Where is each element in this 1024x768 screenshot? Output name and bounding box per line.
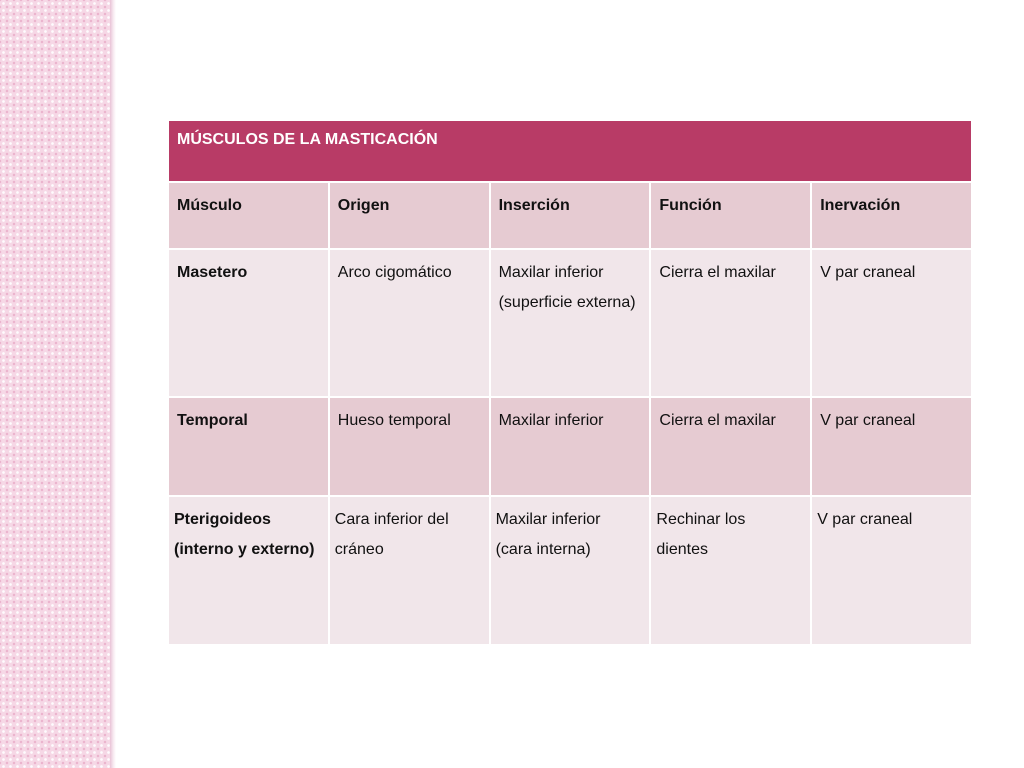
cell-text: Rechinar los bbox=[656, 511, 746, 528]
header-inervacion: Inervación bbox=[812, 183, 971, 248]
cell-text: V par craneal bbox=[817, 511, 913, 528]
cell-origen bbox=[330, 250, 489, 396]
cell-text: Temporal bbox=[177, 412, 248, 429]
cell-text: V par craneal bbox=[820, 264, 916, 281]
cell-inervacion bbox=[812, 250, 971, 396]
cell-insercion bbox=[491, 398, 650, 495]
header-origen: Origen bbox=[330, 183, 489, 248]
table-row bbox=[169, 398, 971, 495]
cell-text: Cara inferior del bbox=[334, 511, 449, 528]
cell-text: Cierra el maxilar bbox=[659, 264, 776, 281]
cell-funcion bbox=[651, 398, 810, 495]
cell-text: Arco cigomático bbox=[337, 264, 452, 281]
cell-text: (cara interna) bbox=[495, 541, 591, 558]
cell-origen bbox=[330, 497, 489, 644]
cell-text: V par craneal bbox=[820, 412, 916, 429]
cell-text: Maxilar inferior bbox=[498, 412, 604, 429]
cell-funcion bbox=[651, 250, 810, 396]
table-title: MÚSCULOS DE LA MASTICACIÓN bbox=[169, 121, 971, 181]
cell-text: Masetero bbox=[177, 264, 248, 281]
cell-musculo bbox=[169, 250, 328, 396]
cell-text: dientes bbox=[656, 541, 708, 558]
header-musculo: Músculo bbox=[169, 183, 328, 248]
cell-insercion bbox=[491, 497, 650, 644]
cell-text: Cierra el maxilar bbox=[659, 412, 776, 429]
cell-text: (interno y externo) bbox=[174, 541, 315, 558]
table-row bbox=[169, 497, 971, 644]
header-row bbox=[169, 183, 971, 248]
decorative-side-edge bbox=[110, 0, 116, 768]
decorative-side-pattern bbox=[0, 0, 112, 768]
cell-origen bbox=[330, 398, 489, 495]
cell-text: Hueso temporal bbox=[337, 412, 451, 429]
cell-musculo bbox=[169, 497, 328, 644]
cell-musculo bbox=[169, 398, 328, 495]
cell-funcion bbox=[651, 497, 810, 644]
cell-inervacion bbox=[812, 497, 971, 644]
header-insercion: Inserción bbox=[491, 183, 650, 248]
header-funcion: Función bbox=[651, 183, 810, 248]
cell-text: Maxilar inferior bbox=[498, 264, 604, 281]
muscles-table bbox=[167, 119, 973, 646]
cell-inervacion bbox=[812, 398, 971, 495]
table-row bbox=[169, 250, 971, 396]
cell-text: (superficie externa) bbox=[498, 294, 636, 311]
cell-text: Pterigoideos bbox=[174, 511, 271, 528]
cell-text: Maxilar inferior bbox=[495, 511, 601, 528]
cell-insercion bbox=[491, 250, 650, 396]
cell-text: cráneo bbox=[334, 541, 384, 558]
